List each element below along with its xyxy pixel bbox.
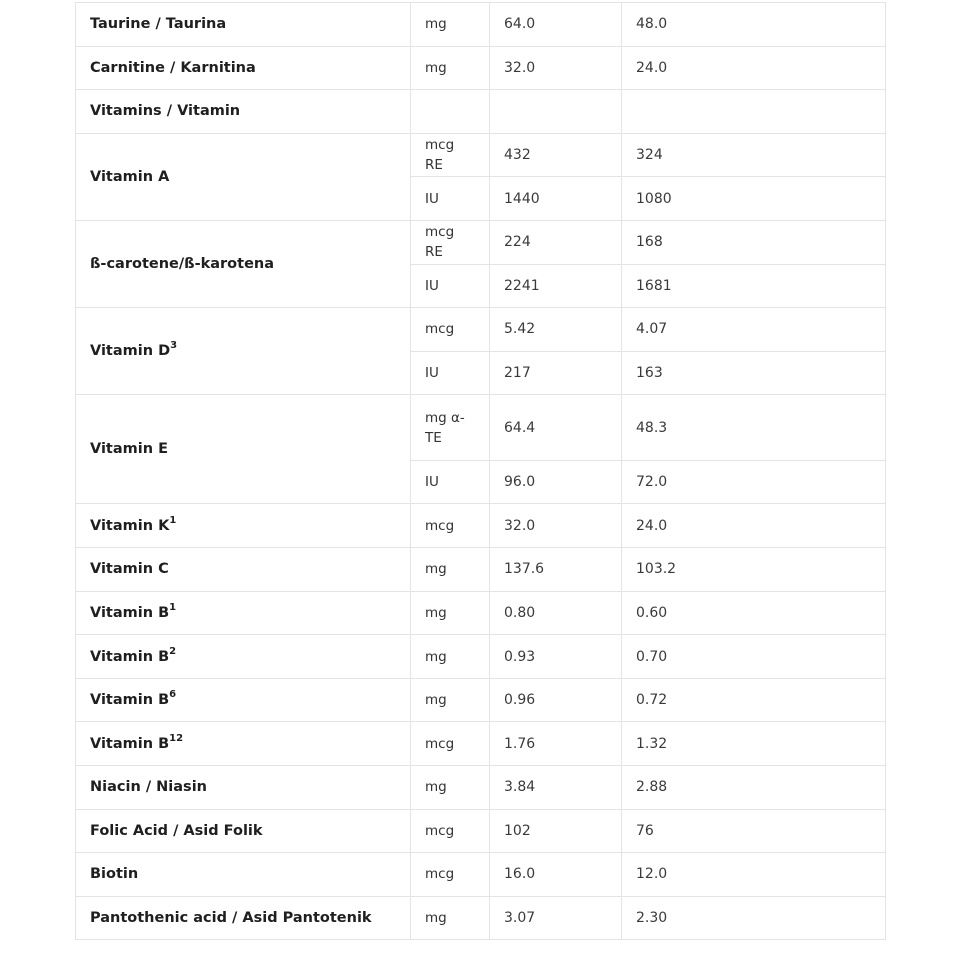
nutrient-unit: IU [411, 460, 490, 504]
table-row [76, 591, 886, 635]
nutrient-value-col2: 0.70 [622, 635, 886, 679]
nutrient-unit: IU [411, 264, 490, 308]
nutrient-value-col1: 217 [490, 351, 622, 395]
table-row [76, 548, 886, 592]
section-header-row [76, 90, 886, 134]
nutrient-value-col1: 0.96 [490, 678, 622, 722]
section-header-vitamins: Vitamins / Vitamin [76, 90, 411, 134]
nutrient-value-col1: 102 [490, 809, 622, 853]
nutrient-name-cell [76, 635, 411, 679]
nutrient-value-col1: 0.93 [490, 635, 622, 679]
nutrient-unit: mcg [411, 809, 490, 853]
nutrient-unit: mg [411, 46, 490, 90]
empty-cell [411, 90, 490, 134]
table-row [76, 722, 886, 766]
nutrient-value-col2: 48.3 [622, 395, 886, 461]
nutrient-name: ß-carotene/ß-karotena [76, 220, 411, 307]
nutrient-value-col1: 3.07 [490, 896, 622, 940]
nutrient-value-col2: 48.0 [622, 3, 886, 47]
nutrient-value-col1: 0.80 [490, 591, 622, 635]
nutrient-value-col2: 2.30 [622, 896, 886, 940]
table-row [76, 635, 886, 679]
nutrient-value-col2: 12.0 [622, 853, 886, 897]
nutrient-value-col2: 76 [622, 809, 886, 853]
superscript: 2 [169, 645, 177, 657]
nutrient-name: Vitamin K [90, 517, 170, 534]
table-row [76, 46, 886, 90]
nutrient-unit: mcg [411, 504, 490, 548]
table-row [76, 220, 886, 264]
nutrient-value-col1: 16.0 [490, 853, 622, 897]
nutrient-unit: IU [411, 351, 490, 395]
nutrient-unit: mg [411, 766, 490, 810]
table-row [76, 308, 886, 352]
superscript: 1 [169, 602, 177, 614]
nutrient-name: Vitamin B [90, 692, 170, 709]
nutrient-value-col2: 24.0 [622, 46, 886, 90]
superscript: 6 [169, 689, 177, 701]
nutrient-name: Vitamin A [76, 133, 411, 220]
table-row [76, 3, 886, 47]
nutrient-value-col1: 5.42 [490, 308, 622, 352]
table-row [76, 678, 886, 722]
nutrient-value-col2: 1681 [622, 264, 886, 308]
nutrient-value-col2: 163 [622, 351, 886, 395]
nutrient-value-col1: 224 [490, 220, 622, 264]
nutrient-unit: mcg RE [411, 220, 490, 264]
nutrient-value-col1: 137.6 [490, 548, 622, 592]
nutrient-value-col1: 432 [490, 133, 622, 177]
nutrient-unit: mg [411, 548, 490, 592]
nutrient-value-col2: 0.60 [622, 591, 886, 635]
nutrient-value-col1: 1.76 [490, 722, 622, 766]
nutrient-value-col2: 2.88 [622, 766, 886, 810]
nutrient-name: Vitamin E [76, 395, 411, 504]
nutrient-name: Niacin / Niasin [76, 766, 411, 810]
nutrient-name: Pantothenic acid / Asid Pantotenik [76, 896, 411, 940]
superscript: 1 [169, 514, 177, 526]
nutrient-unit: mg [411, 3, 490, 47]
nutrient-name: Vitamin B [90, 648, 170, 665]
empty-cell [490, 90, 622, 134]
nutrient-name-cell [76, 678, 411, 722]
nutrient-name: Folic Acid / Asid Folik [76, 809, 411, 853]
nutrient-value-col2: 24.0 [622, 504, 886, 548]
table-row [76, 395, 886, 461]
nutrient-name: Vitamin B [90, 735, 170, 752]
nutrient-name-cell [76, 722, 411, 766]
nutrition-table-container [75, 2, 885, 940]
table-row [76, 766, 886, 810]
nutrient-value-col1: 64.4 [490, 395, 622, 461]
nutrient-name: Vitamin B [90, 604, 170, 621]
nutrient-value-col2: 168 [622, 220, 886, 264]
nutrient-value-col2: 0.72 [622, 678, 886, 722]
nutrient-name-cell [76, 504, 411, 548]
nutrient-unit: mg [411, 678, 490, 722]
nutrient-unit: mcg [411, 853, 490, 897]
table-row [76, 853, 886, 897]
superscript: 3 [170, 340, 178, 352]
empty-cell [622, 90, 886, 134]
nutrient-value-col2: 1.32 [622, 722, 886, 766]
nutrient-value-col2: 4.07 [622, 308, 886, 352]
nutrient-unit: mg [411, 591, 490, 635]
table-row [76, 896, 886, 940]
nutrient-value-col2: 1080 [622, 177, 886, 221]
nutrient-unit: mg [411, 635, 490, 679]
nutrient-unit: mcg RE [411, 133, 490, 177]
nutrient-value-col1: 32.0 [490, 504, 622, 548]
superscript: 12 [169, 732, 184, 744]
nutrient-value-col2: 103.2 [622, 548, 886, 592]
nutrient-unit: IU [411, 177, 490, 221]
table-row [76, 504, 886, 548]
nutrient-name: Taurine / Taurina [76, 3, 411, 47]
nutrient-unit: mcg [411, 722, 490, 766]
table-row [76, 133, 886, 177]
nutrient-unit: mcg [411, 308, 490, 352]
nutrient-name: Biotin [76, 853, 411, 897]
nutrient-name: Vitamin C [76, 548, 411, 592]
nutrient-name-cell [76, 308, 411, 395]
nutrient-value-col1: 1440 [490, 177, 622, 221]
nutrient-value-col1: 96.0 [490, 460, 622, 504]
nutrient-value-col1: 2241 [490, 264, 622, 308]
nutrient-name-cell [76, 591, 411, 635]
nutrient-name: Carnitine / Karnitina [76, 46, 411, 90]
nutrient-value-col2: 72.0 [622, 460, 886, 504]
nutrient-value-col1: 3.84 [490, 766, 622, 810]
nutrient-value-col1: 64.0 [490, 3, 622, 47]
nutrient-value-col1: 32.0 [490, 46, 622, 90]
nutrient-unit: mg [411, 896, 490, 940]
nutrient-name: Vitamin D [90, 343, 171, 360]
table-row [76, 809, 886, 853]
nutrient-unit: mg α-TE [411, 395, 490, 461]
nutrition-table [75, 2, 886, 940]
nutrient-value-col2: 324 [622, 133, 886, 177]
